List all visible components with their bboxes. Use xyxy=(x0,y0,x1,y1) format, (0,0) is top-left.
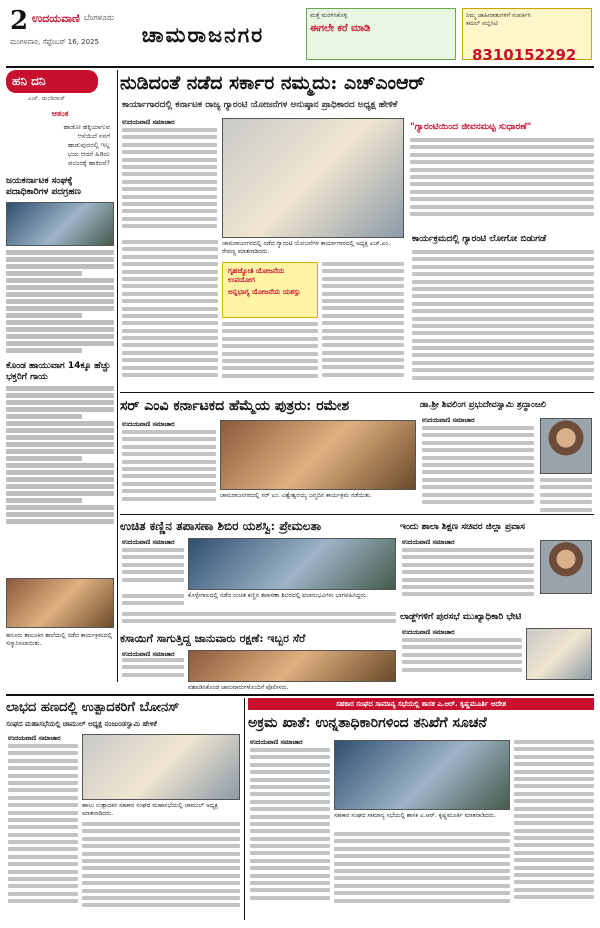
minister-portrait xyxy=(540,540,592,594)
cattle-byline: ಉದಯವಾಣಿ ಸಮಾಚಾರ xyxy=(122,650,175,658)
ramesh-photo-caption: ಚಾಮರಾಜನಗರದಲ್ಲಿ ಸರ್ ಎಂ. ವಿಶ್ವೇಶ್ವರಯ್ಯ ಜನ್ಮದಿನ ಕಾರ್ಯಕ್ರಮ ನಡೆಯಿತು. xyxy=(220,492,372,499)
illegal-account-photo-caption: ಸಹಕಾರ ಸಂಘದ ಸಾಮಾನ್ಯ ಸಭೆಯಲ್ಲಿ ಶಾಸಕ ಎ.ಆರ್. ಕೃಷ್ಣಮೂರ್ತಿ ಮಾತನಾಡಿದರು. xyxy=(334,812,496,819)
highlight-item: ಅನ್ನಭಾಗ್ಯ ಯೋಜನೆಯ ಯಶಸ್ಸು xyxy=(228,288,301,296)
cattle-text xyxy=(122,658,184,682)
ramesh-photo xyxy=(220,420,416,490)
premalatha-text-3 xyxy=(122,612,396,626)
bonus-headline[interactable]: ಲಾಭದ ಹಣದಲ್ಲಿ ಉತ್ಪಾದಕರಿಗೆ ಬೋನಸ್ xyxy=(6,700,180,715)
left-bottom-photo xyxy=(6,578,114,628)
advertisement-left[interactable] xyxy=(306,8,456,60)
honey-dani-author: ಎಚ್. ಡುಂಡಿರಾಜ್ xyxy=(28,95,66,102)
illegal-account-headline[interactable]: ಅಕ್ರಮ ಖಾತೆ: ಉನ್ನತಾಧಿಕಾರಿಗಳಿಂದ ತನಿಖೆಗೆ ಸೂಚನೆ xyxy=(248,715,487,731)
lead-headline[interactable]: ನುಡಿದಂತೆ ನಡೆದ ಸರ್ಕಾರ ನಮ್ಮದು: ಎಚ್‌ಎಂಆರ್ xyxy=(120,72,425,94)
left-story-2-headline[interactable]: ಕೊಂಡ ಹಾಯುವಾಗ 14ಕ್ಕೂ ಹೆಚ್ಚು ಭಕ್ತರಿಗೆ ಗಾಯ xyxy=(6,361,111,382)
lead-photo-caption: ಚಾಮರಾಜನಗರದಲ್ಲಿ ನಡೆದ ಗ್ಯಾರಂಟಿ ಯೋಜನೆಗಳ ಕಾರ್ಯಾಗಾರದಲ್ಲಿ ಅಧ್ಯಕ್ಷ ಎಚ್.ಎಂ. ರೇವಣ್ಣ ಮಾತನಾಡಿದರು. xyxy=(222,240,391,255)
lead-text-col-1b xyxy=(160,128,217,234)
swamiji-portrait xyxy=(540,418,592,474)
ramesh-text-col-1 xyxy=(122,430,216,510)
honey-dani-brand: ಹನಿ ದನಿ xyxy=(6,70,98,93)
poem-line: ಭಯ ಆದರೆ ಹಿಡಿದು xyxy=(67,150,110,158)
lodge-photo xyxy=(526,628,592,680)
section-title: ಚಾಮರಾಜನಗರ xyxy=(141,22,265,47)
illegal-account-text-2 xyxy=(334,832,510,918)
left-story-2-text xyxy=(6,386,114,524)
lead-text-col-2 xyxy=(122,240,218,390)
cattle-photo-caption: ವಶಪಡಿಸಿಕೊಂಡ ಜಾನುವಾರುಗಳೊಂದಿಗೆ ಪೊಲೀಸರು. xyxy=(188,684,289,691)
rule-mid xyxy=(120,514,594,515)
paper-date: ಮಂಗಳವಾರ, ಸೆಪ್ಟೆಂಬರ್ 16, 2025 xyxy=(10,38,99,46)
paper-city: ಬೆಂಗಳೂರು xyxy=(84,13,114,22)
bottom-column-rule xyxy=(244,698,245,920)
poem-body xyxy=(6,123,114,168)
premalatha-photo-caption: ಕೊಳ್ಳೇಗಾಲದಲ್ಲಿ ನಡೆದ ಉಚಿತ ಕಣ್ಣಿನ ತಪಾಸಣಾ ಶಿಬಿರದಲ್ಲಿ ಫಲಾನುಭವಿಗಳು ಭಾಗವಹಿಸಿದ್ದರು. xyxy=(188,592,368,599)
premalatha-byline: ಉದಯವಾಣಿ ಸಮಾಚಾರ xyxy=(122,538,175,546)
lodge-headline[interactable]: ಲಾಡ್ಜ್‌ಗಳಿಗೆ ಪುರಸಭೆ ಮುಖ್ಯಾಧಿಕಾರಿ ಭೇಟಿ xyxy=(400,612,522,622)
poem-line: ಹಾಡುವುದರಲ್ಲಿ ಇಲ್ಲ xyxy=(67,141,110,149)
lodge-byline: ಉದಯವಾಣಿ ಸಮಾಚಾರ xyxy=(402,628,455,636)
bonus-photo xyxy=(82,734,240,800)
masthead-rule xyxy=(6,66,594,68)
lead-quote-head: "ಗ್ಯಾರಂಟಿಯಿಂದ ಜೀವನಮಟ್ಟ ಸುಧಾರಣೆ" xyxy=(410,122,532,132)
left-story-1-photo xyxy=(6,202,114,246)
side-story-1-text xyxy=(412,250,594,390)
lead-byline: ಉದಯವಾಣಿ ಸಮಾಚಾರ xyxy=(122,118,175,126)
lead-photo xyxy=(222,118,404,238)
ramesh-headline[interactable]: ಸರ್ ಎಂವಿ ಕರ್ನಾಟಕದ ಹೆಮ್ಮೆಯ ಪುತ್ರರು: ರಮೇಶ xyxy=(120,398,350,414)
bottom-right-kicker: ಸಹಕಾರ ಸಂಘದ ಸಾಮಾನ್ಯ ಸಭೆಯಲ್ಲಿ ಶಾಸಕ ಎ.ಆರ್. ಕೃಷ್ಣಮೂರ್ತಿ ಆದೇಶ xyxy=(248,698,594,710)
premalatha-text-2 xyxy=(122,594,184,612)
school-text xyxy=(402,548,534,606)
poem-title: ಆತಂಕ xyxy=(51,109,69,118)
school-headline[interactable]: ಇಂದು ಶಾಲಾ ಶಿಕ್ಷಣ ಸಚಿವರ ಜಿಲ್ಲಾ ಪ್ರವಾಸ xyxy=(400,522,525,532)
premalatha-headline[interactable]: ಉಚಿತ ಕಣ್ಣಿನ ತಪಾಸಣಾ ಶಿಬಿರ ಯಶಸ್ವಿ: ಪ್ರೇಮಲತಾ xyxy=(120,519,322,533)
ad-phone-number[interactable]: 8310152292 xyxy=(472,46,577,64)
premalatha-photo xyxy=(188,538,396,590)
illegal-account-photo xyxy=(334,740,510,810)
lead-highlights xyxy=(222,262,318,318)
lodge-text xyxy=(402,638,522,682)
cattle-headline[interactable]: ಕಸಾಯಿಗೆ ಸಾಗುತ್ತಿದ್ದ ಜಾನುವಾರು ರಕ್ಷಣೆ: ಇಬ್ಬರ ಸೆರೆ xyxy=(120,632,306,645)
ramesh-byline: ಉದಯವಾಣಿ ಸಮಾಚಾರ xyxy=(122,420,175,428)
page-number: 2 xyxy=(10,6,29,36)
left-story-1-text xyxy=(6,250,114,353)
bonus-photo-caption: ಹಾಲು ಉತ್ಪಾದಕರ ಸಹಕಾರ ಸಂಘದ ಮಹಾಸಭೆಯಲ್ಲಿ ಚಾಮುಲ್ ಅಧ್ಯಕ್ಷ ಮಾತನಾಡಿದರು. xyxy=(82,802,218,817)
bonus-byline: ಉದಯವಾಣಿ ಸಮಾಚಾರ xyxy=(8,734,61,742)
shraddhanjali-byline: ಉದಯವಾಣಿ ಸಮಾಚಾರ xyxy=(422,416,475,424)
bonus-text-1 xyxy=(8,744,78,918)
school-byline: ಉದಯವಾಣಿ ಸಮಾಚಾರ xyxy=(402,538,455,546)
left-story-1-headline[interactable]: ಜಯಕರ್ನಾಟಕ ಸಂಘಕ್ಕೆ ಪದಾಧಿಕಾರಿಗಳ ಪದಗ್ರಹಣ xyxy=(6,176,81,197)
shraddhanjali-headline[interactable]: ಡಾ.ಶ್ರೀ ಶಿವಲಿಂಗ ಪ್ರಭುದೇವಸ್ವಾಮಿ ಶ್ರದ್ಧಾಂಜಲಿ xyxy=(420,400,546,410)
illegal-account-text-1 xyxy=(250,748,330,918)
shraddhanjali-text-2 xyxy=(540,478,592,514)
masthead xyxy=(6,6,594,66)
ad-left-sub: ಈಗಲೇ ಕರೆ ಮಾಡಿ xyxy=(310,23,371,34)
bonus-subhead: ಸಂಘದ ಮಹಾಸಭೆಯಲ್ಲಿ ಚಾಮುಲ್ ಅಧ್ಯಕ್ಷ ನಂಜುಂಡಸ್ವಾಮಿ ಹೇಳಿಕೆ xyxy=(6,720,157,728)
illegal-account-byline: ಉದಯವಾಣಿ ಸಮಾಚಾರ xyxy=(250,738,303,746)
shraddhanjali-text xyxy=(422,426,534,516)
poem-line: ಆಸೆಯಿದೆ ನನಗೆ xyxy=(77,132,110,140)
left-column-rule xyxy=(117,70,118,682)
highlight-item: ಗೃಹಜ್ಯೋತಿ ಯೋಜನೆಯ ಉಪಯೋಗ xyxy=(228,267,285,284)
left-bottom-caption: ಹನೂರು ತಾಲೂಕಿನ ಶಾಲೆಯಲ್ಲಿ ನಡೆದ ಕಾರ್ಯಕ್ರಮದಲ್ಲಿ ಸನ್ಮಾನಿಸಲಾಯಿತು. xyxy=(6,632,113,647)
poem-line: ಹಾಡೋ ಹಕ್ಕಿಯಾಗುವ xyxy=(63,123,110,131)
lead-text-col-4 xyxy=(322,262,404,390)
cattle-photo xyxy=(188,650,396,682)
side-story-1-headline[interactable]: ಕಾರ್ಯಕ್ರಮದಲ್ಲಿ ಗ್ಯಾರಂಟಿ ಲೋಗೋ ಬಿಡುಗಡೆ xyxy=(412,234,547,244)
paper-name: ಉದಯವಾಣಿ xyxy=(32,12,80,25)
lead-text-col-3 xyxy=(222,322,318,390)
ad-right-title: ನಿಮ್ಮ ಜಾಹೀರಾತುಗಳಿಗೆ ಸಂಪರ್ಕಿಸಿ xyxy=(466,12,531,19)
ad-left-title: ಮತ್ತೆ ಮರಳಿಸಿಕೊಳ್ಳಿ xyxy=(310,12,348,19)
lead-subhead: ಕಾರ್ಯಾಗಾರದಲ್ಲಿ ಕರ್ನಾಟಕ ರಾಜ್ಯ ಗ್ಯಾರಂಟಿ ಯೋಜನೆಗಳ ಅನುಷ್ಠಾನ ಪ್ರಾಧಿಕಾರದ ಅಧ್ಯಕ್ಷ ಹೇಳಿಕೆ xyxy=(122,100,398,110)
rule-bottom-section xyxy=(6,694,594,696)
premalatha-text-1 xyxy=(122,548,184,588)
bonus-text-2 xyxy=(82,822,240,918)
ad-right-sub: ಕಮಲ್ ಪಬ್ಲಿಸಿಟಿ xyxy=(466,20,498,27)
poem-line: ಪಂಜರಕ್ಕೆ ಹಾಕಿದರೆ? xyxy=(68,159,110,167)
lead-quote-text xyxy=(410,138,594,224)
lead-bottom-rule xyxy=(120,392,594,393)
illegal-account-text-3 xyxy=(514,740,594,918)
